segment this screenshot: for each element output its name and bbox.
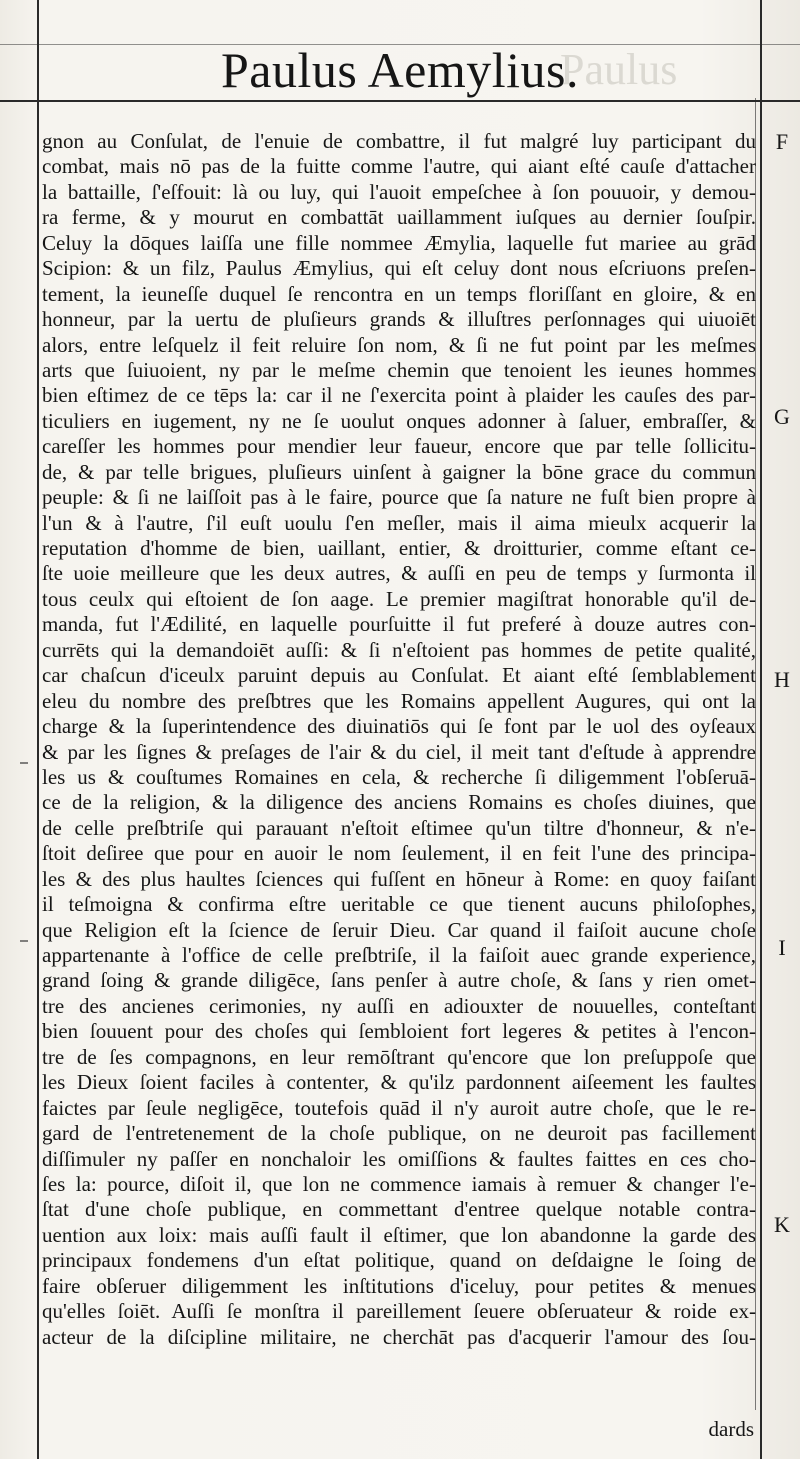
text-line: gnon au Conſulat, de l'enuie de combattre, il fut malgré luy participant du (42, 129, 756, 153)
margin-marker-k: K (774, 1212, 790, 1237)
catchword: dards (708, 1417, 754, 1441)
text-line: bien ſouuent pour des choſes qui ſembloient fort legeres & petites à l'encon- (42, 1019, 756, 1044)
margin-marker-f: F (775, 129, 789, 154)
header-bottom-rule (0, 100, 800, 102)
text-line: qu'elles ſoiēt. Auſſi ſe monſtra il pareillement ſeuere obſeruateur & roide ex- (42, 1299, 756, 1324)
text-line: que Religion eſt la ſcience de ſeruir Dieu. Car quand il faiſoit aucune choſe (42, 917, 756, 942)
text-line: ſtoit deſiree que pour en auoir le nom ſeulement, il en feit l'une des principa- (42, 841, 756, 866)
text-line: peuple: & ſi ne laiſſoit pas à le faire, pource que ſa nature ne fuſt bien propre à (42, 485, 756, 510)
text-line: combat, mais nō pas de la fuitte comme l'autre, qui aiant eſté cauſe d'attacher (42, 154, 756, 179)
text-line: les Dieux ſoient faciles à contenter, & qu'ilz pardonnent aiſeement les faultes (42, 1070, 756, 1095)
text-line: de, & par telle brigues, pluſieurs uinſent à gaigner la bōne grace du commun (42, 459, 756, 484)
text-line: gard de l'entretenement de la choſe publique, on ne deuroit pas facillement (42, 1121, 756, 1146)
text-line: Scipion: & un filz, Paulus Æmylius, qui eſt celuy dont nous eſcriuons preſen- (42, 256, 756, 281)
text-line: grand ſoing & grande diligēce, ſans penſer à autre choſe, & ſans y rien omet- (42, 968, 756, 993)
side-mark (20, 762, 28, 764)
text-line: car chaſcun d'iceulx paruint depuis au Conſulat. Et aiant eſté ſemblablement (42, 663, 756, 688)
margin-marker-i: I (778, 935, 786, 960)
text-line: de celle preſbtriſe qui parauant n'eſtoit eſtimee qu'un tiltre d'honneur, & n'e- (42, 815, 756, 840)
text-line: Celuy la dōques laiſſa une fille nommee Æmylia, laquelle fut mariee au grād (42, 230, 756, 255)
side-mark (20, 940, 28, 942)
text-line: bien eſtimez de ce tēps la: car il ne ſ'exercita point à plaider les cauſes des par- (42, 383, 756, 408)
text-line: alors, entre leſquelz il feit reluire ſon nom, & ſi ne fut point par les meſmes (42, 332, 756, 357)
text-line: honneur, par la uertu de pluſieurs grands & illuſtres perſonnages qui uiuoiēt (42, 307, 756, 332)
text-line: & par les ſignes & preſages de l'air & du ciel, il meit tant d'eſtude à apprendre (42, 739, 756, 764)
body-text (42, 129, 756, 1350)
text-line: ſes la: pource, diſoit il, que lon ne commence iamais à remuer & changer l'e- (42, 1171, 756, 1196)
text-line: ſte uoie meilleure que les deux autres, & auſſi en peu de temps y ſurmonta il (42, 561, 756, 586)
left-margin-rule (37, 0, 39, 1459)
text-line: tement, la ieuneſſe duquel ſe rencontra en un temps floriſſant en gloire, & en (42, 281, 756, 306)
text-line: les & des plus haultes ſciences qui fuſſent en hōneur à Rome: en quoy faiſant (42, 866, 756, 891)
text-line: currēts qui la demandoiēt auſſi: & ſi n'eſtoient pas hommes de petite qualité, (42, 637, 756, 662)
text-line: tous ceulx qui eſtoient de ſon aage. Le premier magiſtrat honorable qu'il de- (42, 586, 756, 611)
text-line: faictes par ſeule negligēce, toutefois quād il n'y auroit autre choſe, que le re- (42, 1095, 756, 1120)
show-through-header: Paulus (560, 45, 678, 94)
text-line: careſſer les hommes pour mendier leur faueur, encore que par telle ſollicitu- (42, 434, 756, 459)
right-margin-rule (760, 0, 762, 1459)
text-line: arts que ſuiuoient, ny par le meſme chemin que tenoient les ieunes hommes (42, 357, 756, 382)
text-line: ra ferme, & y mourut en combattāt uaillamment iuſques au dernier ſouſpir. (42, 205, 756, 230)
text-line: uention aux loix: mais auſſi fault il eſtimer, que lon abandonne la garde des (42, 1222, 756, 1247)
text-line: diſſimuler ny paſſer en nonchaloir les omiſſions & faultes faittes en ces cho- (42, 1146, 756, 1171)
text-line: l'un & à l'autre, ſ'il euſt uoulu ſ'en meſler, mais il aima mieulx acquerir la (42, 510, 756, 535)
margin-marker-h: H (774, 667, 790, 692)
text-line: principaux fondemens d'un eſtat politique, quand on deſdaigne le ſoing de (42, 1248, 756, 1273)
text-line: la battaille, ſ'eſfouit: là ou luy, qui l'auoit empeſchee à ſon pouuoir, y demou- (42, 179, 756, 204)
text-line: faire obſeruer diligemment les inſtitutions d'iceluy, pour petites & menues (42, 1273, 756, 1298)
text-line: ſtat d'une choſe publique, en commettant d'entree quelque notable contra- (42, 1197, 756, 1222)
text-line: tre de ſes compagnons, en leur remōſtrant qu'encore que lon preſuppoſe que (42, 1044, 756, 1069)
text-line: ce de la religion, & la diligence des anciens Romains es choſes diuines, que (42, 790, 756, 815)
text-line: charge & la ſuperintendence des diuinatiōs qui ſe font par le uol des oyſeaux (42, 714, 756, 739)
running-header: Paulus Aemylius. (220, 42, 580, 98)
text-line: eleu du nombre des preſbtres que les Romains appellent Augures, qui ont la (42, 688, 756, 713)
text-line: manda, fut l'Ædilité, en laquelle pourſuitte il fut preferé à douze autres con- (42, 612, 756, 637)
text-line: reputation d'homme de bien, uaillant, entier, & droitturier, comme eſtant ce- (42, 536, 756, 560)
text-line: ticuliers en iugement, ny ne ſe uoulut onques adonner à ſaluer, embraſſer, & (42, 408, 756, 433)
margin-marker-g: G (774, 404, 790, 429)
text-line: il teſmoigna & confirma eſtre ueritable ce que tienent aucuns philoſophes, (42, 892, 756, 917)
text-line: acteur de la diſcipline militaire, ne cherchāt pas d'acquerir l'amour des ſou- (42, 1324, 756, 1349)
text-line: tre des ancienes cerimonies, ny auſſi en adiouxter de nouuelles, conteſtant (42, 993, 756, 1018)
text-line: appartenante à l'office de celle preſbtriſe, il la faiſoit auec grande experience, (42, 943, 756, 967)
text-line: les us & couſtumes Romaines en cela, & recherche ſi diligemment l'obſeruā- (42, 764, 756, 789)
